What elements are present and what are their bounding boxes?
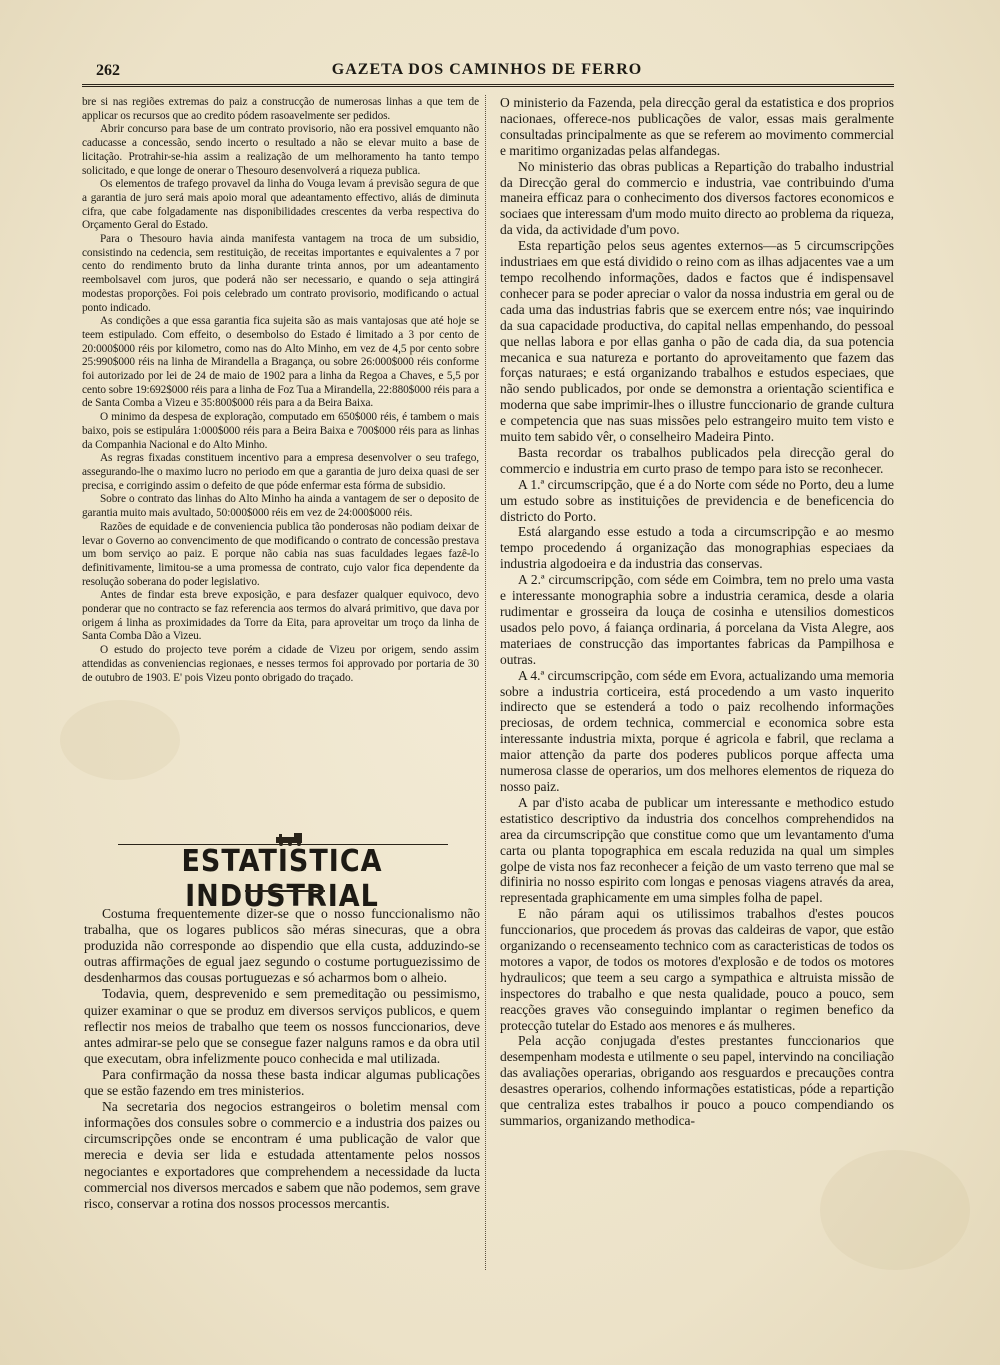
paragraph: No ministerio das obras publicas a Repartição do trabalho industrial da Direcção geral do commercio e industria, vae contribuindo d'uma maneira efficaz para o conhecimento dos diversos factores economicos e sociaes que interessam d'um modo muito directo ao problema da riqueza, da vida, da actividade d'um povo. bbox=[500, 158, 894, 238]
paragraph: Na secretaria dos negocios estrangeiros o boletim mensal com informações dos consules sobre o commercio e a industria dos paizes ou circumscripções onde se encontram é uma publicação de valor que merecia e devia ser lida e estudada attentamente pelos nossos negociantes e exportadores que comprehendem a necessidade da lucta commercial nos diversos mercados e sabem que não podemos, sem grave risco, conservar a rotina dos nossos processos mercantis. bbox=[84, 1099, 480, 1211]
paragraph: E não páram aqui os utilissimos trabalhos d'estes poucos funccionarios, que procedem ás provas das caldeiras de vapor, que estão organizando o recenseamento technico com as caracteristicas de todos os motores a vapor, de todos os motores d'explosão e de todos os motores hydraulicos; que teem a seu cargo a sympathica e altruista missão de inspectores do trabalho e que nesta qualidade, pouco a pouco, sem reacções graves vão conseguindo implantar o regimen benefico da protecção tutelar do Estado aos menores e ás mulheres. bbox=[500, 906, 894, 1033]
paragraph: As condições a que essa garantia fica sujeita são as mais vantajosas que até hoje se teem estipulado. Com effeito, o desembolso do Estado é limitado a 3 por cento de 20:000$000 réis por kilometro, como nas do Alto Minho, em vez de 4,5 por cento sobre 25:990$000 réis na linha de Mirandella a Bragança, ou sobre 26:000$000 réis conforme foi autorizado por lei de 24 de maio de 1902 para a linha da Regoa a Chaves, e 5,5 por cento sobre 19:692$000 réis para a linha de Foz Tua a Mirandella, 22:880$000 réis para a de Santa Comba a Vizeu e 35:800$000 réis para a da Beira Baixa. bbox=[82, 315, 479, 410]
paragraph: Para o Thesouro havia ainda manifesta vantagem na troca de um subsidio, consistindo na cedencia, sem restituição, de receitas importantes e equivalentes a 7 por cento do rendimento bruto da linha durante trinta annos, por um adeantamento reembolsavel com juros, que poderá não ser necessario, e quando o seja attingirá modestas proporções. Foi pois celebrado um contrato provisorio, modificando o actual ponto indicado. bbox=[82, 233, 479, 314]
section-title: ESTATISTICA INDUSTRIAL bbox=[181, 844, 383, 914]
page-header bbox=[82, 58, 892, 86]
page-number: 262 bbox=[96, 62, 120, 79]
paragraph: O ministerio da Fazenda, pela direcção geral da estatistica e dos proprios nacionaes, offerece-nos publicações de valor, essas mais geralmente consultadas principalmente as que se referem ao movimento commercial e maritimo organizadas pelas alfandegas. bbox=[500, 95, 894, 158]
paragraph: Os elementos de trafego provavel da linha do Vouga levam á previsão segura de que a garantia de juro será mais apoio moral que adeantamento effectivo, aliás de diminuta cifra, que cabe folgadamente nas disponibilidades crescentes da verba respectiva do Orçamento Geral do Estado. bbox=[82, 178, 479, 232]
paragraph: A 2.ª circumscripção, com séde em Coimbra, tem no prelo uma vasta e interessante monographia sobre a industria ceramica, desde a olaria rudimentar e grosseira da louça de cosinha e utensilios domesticos usados pelo povo, á faiança ordinaria, á porcelana da Vista Alegre, aos materiaes de construcção das importantes fabricas da Pampilhosa e outras. bbox=[500, 572, 894, 667]
paragraph: A par d'isto acaba de publicar um interessante e methodico estudo estatistico descriptivo da industria dos concelhos comprehendidos na area da circumscripção que constitue como que um levantamento d'uma carta ou planta topographica em escala reduzida na qual um simples golpe de vista nos faz reconhecer a feição de um vasto terreno que mal se difiniria no nosso espirito com longas e penosas viagens através da area, representada graphicamente em uma simples folha de papel. bbox=[500, 794, 894, 906]
column-divider bbox=[485, 95, 486, 1270]
paragraph: Todavia, quem, desprevenido e sem premeditação ou pessimismo, quizer examinar o que se produz em diversos serviços publicos, e quem reflectir nos meios de trabalho que teem os nossos funccionarios, deve antes admirar-se pelo que se consegue fazer nalguns ramos e da obra util que executam, obra infelizmente pouco conhecida e mal utilizada. bbox=[84, 986, 480, 1066]
paragraph: Razões de equidade e de conveniencia publica tão ponderosas não podiam deixar de levar o Governo ao convencimento de que modificando o contrato de concessão prestava um bom serviço ao paiz. E porque não cabia nas suas faculdades legaes fazê-lo definitivamente, limitou-se a uma promessa de contrato, cujo valor fica dependente da resolução soberana do poder legislativo. bbox=[82, 520, 479, 588]
left-column-article-continuation bbox=[82, 96, 479, 836]
paragraph: Basta recordar os trabalhos publicados pela direcção geral do commercio e industria em curto praso de tempo para isto se reconhecer. bbox=[500, 444, 894, 476]
paragraph: Costuma frequentemente dizer-se que o nosso funccionalismo não trabalha, que os logares publicos são méras sinecuras, que a obra produzida não corresponde ao dispendio que ella custa, adduzindo-se outras affirmações de egual jaez segundo o costume portuguezissimo de desdenharmos das cousas portuguezas e só acharmos bom o alheio. bbox=[84, 906, 480, 986]
paragraph: A 4.ª circumscripção, com séde em Evora, actualizando uma memoria sobre a industria corticeira, está procedendo a um vasto inquerito indirecto que se estenderá a todo o paiz recolhendo informações preciosas, de ordem technica, commercial e economica sobre esta interessante industria mixta, porque é agricola e fabril, que reclama a maior attenção da parte dos poderes publicos porque affecta uma numerosa classe de operarios, um dos melhores elementos de riqueza do nosso paiz. bbox=[500, 667, 894, 794]
paragraph: Está alargando esse estudo a toda a circumscripção e ao mesmo tempo procedendo á organização das monographias especiaes da industria algodoeira e da industria das conservas. bbox=[500, 524, 894, 572]
section-rule bbox=[245, 890, 325, 892]
journal-title: GAZETA DOS CAMINHOS DE FERRO bbox=[331, 61, 643, 78]
paragraph: O estudo do projecto teve porém a cidade de Vizeu por origem, sendo assim attendidas as conveniencias regionaes, e nesses termos foi approvado por portaria de 30 de outubro de 1903. E' pois Vizeu ponto obrigado do traçado. bbox=[82, 644, 479, 684]
paragraph: O minimo da despesa de exploração, computado em 650$000 réis, é tambem o mais baixo, pois se estipulára 1:000$000 réis para a Beira Baixa e 700$000 réis para as linhas da Companhia Nacional e do Alto Minho. bbox=[82, 411, 479, 451]
paragraph: Para confirmação da nossa these basta indicar algumas publicações que se estão fazendo em tres ministerios. bbox=[84, 1066, 480, 1099]
right-column-statistics-article bbox=[500, 95, 894, 1273]
paragraph: Sobre o contrato das linhas do Alto Minho ha ainda a vantagem de ser o deposito de garantia muito mais avultado, 50:000$000 réis em vez de 24:000$000 réis. bbox=[82, 493, 479, 520]
paragraph: Antes de findar esta breve exposição, e para desfazer qualquer equivoco, devo ponderar que no contracto se faz referencia aos termos do alvará primitivo, que dava por origem á linha as proximidades da Torre da Eita, para aproveitar um troço da linha de Santa Comba Dão a Vizeu. bbox=[82, 589, 479, 643]
paragraph: Pela acção conjugada d'estes prestantes funccionarios que desempenham modesta e utilmente o seu papel, intervindo na conciliação das avaliações operarias, obrigando aos resguardos e precauções contra desastres operarios, colhendo informações estatisticas, póde a repartição que centraliza estes trabalhos ir pouco a pouco compendiando os summarios, organizando methodica- bbox=[500, 1033, 894, 1128]
paragraph: A 1.ª circumscripção, que é a do Norte com séde no Porto, deu a lume um estudo sobre as instituições de previdencia e de beneficencia do districto do Porto. bbox=[500, 476, 894, 524]
header-rule bbox=[82, 84, 894, 87]
paragraph: Esta repartição pelos seus agentes externos—as 5 circumscripções industriaes em que está dividido o reino com as ilhas adjacentes vae a um tempo recolhendo informações, dados e factos que é indispensavel conhecer para se poder apreciar o valor da nossa industria em geral ou de cada uma das industrias fabris que se exercem entre nós; vae inquirindo da sua capacidade productiva, do capital nellas empenhando, do pessoal que nellas labora e por ellas ganha o pão de cada dia, da sua potencia mecanica e sua natureza e portanto do aproveitamento que fazem das forças naturaes; e está organizando trabalhos e estudos especiaes, que não sendo publicados, por onde se demonstra a orientação scientifica e moderna que sabe imprimir-lhes o illustre funccionario de grande cultura e competencia que nas suas missões pelo estrangeiro muito tem visto e muito tem sabido vêr, o conselheiro Madeira Pinto. bbox=[500, 238, 894, 445]
paragraph: bre si nas regiões extremas do paiz a construcção de numerosas linhas a que tem de applicar os recursos que ao credito pódem rasoavelmente ser pedidos. bbox=[82, 96, 479, 122]
paragraph: Abrir concurso para base de um contrato provisorio, não era possivel emquanto não caducasse a concessão, sendo incerto o resultado a não se elevar muito a base de licitação. Protrahir-se-hia assim a realização de um melhoramento ha tanto tempo solicitado, e que longe de onerar o Thesouro desenvolverá a riqueza publica. bbox=[82, 123, 479, 177]
left-column-statistics-article bbox=[84, 906, 480, 1276]
paragraph: As regras fixadas constituem incentivo para a empresa desenvolver o seu trafego, assegurando-lhe o maximo lucro no periodo em que a garantia de juro deixa quasi de ser precisa, e corrigindo assim o defeito de que póde enfermar esta fórma de subsidio. bbox=[82, 452, 479, 492]
